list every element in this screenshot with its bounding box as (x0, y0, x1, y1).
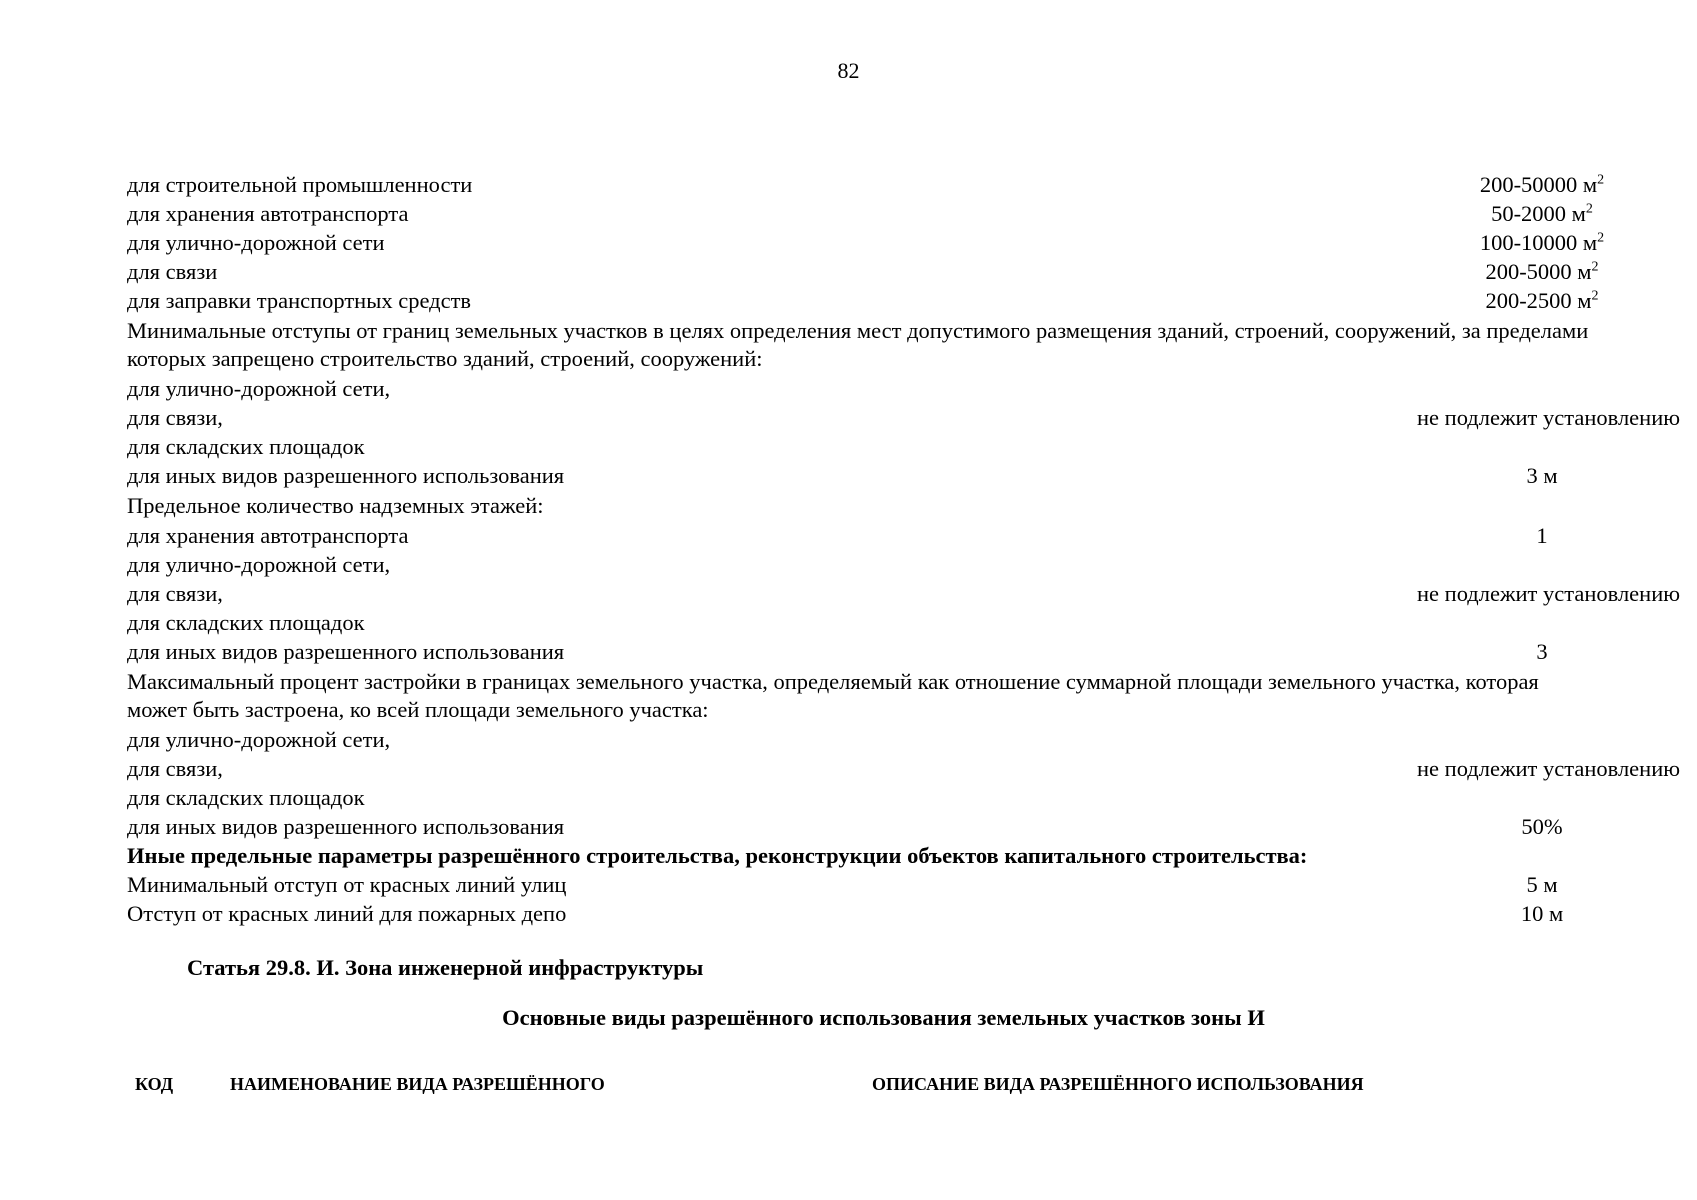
group-line: для складских площадок (127, 610, 365, 635)
other-param-row (127, 870, 1597, 899)
group-line: для складских площадок (127, 785, 365, 810)
setbacks-other-value: 3 м (1526, 463, 1558, 488)
setbacks-group-value: не подлежит установлению (1417, 405, 1681, 430)
floors-other-label: для иных видов разрешенного использования (127, 639, 565, 664)
table-header-name: НАИМЕНОВАНИЕ ВИДА РАЗРЕШЁННОГО (230, 1074, 605, 1094)
coverage-group-row (127, 725, 1681, 812)
setbacks-heading: Минимальные отступы от границ земельных участков в целях определения мест допустимого размещения зданий, строений, сооружений, за пределами которых запрещено строительство зданий, строений, сооружений: (127, 318, 1589, 371)
floors-group-value: не подлежит установлению (1417, 581, 1681, 606)
floors-parking-row (127, 521, 1597, 550)
plot-size-row (127, 228, 1605, 257)
floors-other-value: 3 (1536, 639, 1548, 664)
setbacks-other-label: для иных видов разрешенного использования (127, 463, 565, 488)
other-param-value: 5 м (1526, 872, 1558, 897)
floors-other-row (127, 637, 1597, 666)
coverage-other-value: 50% (1521, 814, 1563, 839)
plot-size-label: для хранения автотранспорта (127, 201, 409, 226)
page-number: 82 (837, 58, 860, 83)
setbacks-group-row (127, 374, 1681, 461)
table-header-description: ОПИСАНИЕ ВИДА РАЗРЕШЁННОГО ИСПОЛЬЗОВАНИЯ (872, 1074, 1364, 1094)
other-param-row (127, 899, 1597, 928)
article-title: Статья 29.8. И. Зона инженерной инфраструктуры (187, 955, 704, 980)
setbacks-other-row (127, 461, 1597, 490)
plot-size-value: 200-2500 $м^2$ (1485, 288, 1599, 313)
plot-size-value: 50-2000 $м^2$ (1491, 201, 1593, 226)
section-subheading: Основные виды разрешённого использования земельных участков зоны И (502, 1005, 1265, 1030)
plot-size-row (127, 170, 1605, 199)
floors-parking-label: для хранения автотранспорта (127, 523, 409, 548)
setbacks-group-labels (127, 374, 390, 461)
group-line: для связи, (127, 581, 223, 606)
group-line: для улично-дорожной сети, (127, 727, 391, 752)
group-line: для улично-дорожной сети, (127, 552, 391, 577)
other-param-label: Минимальный отступ от красных линий улиц (127, 872, 567, 897)
plot-size-label: для связи (127, 259, 218, 284)
coverage-heading: Максимальный процент застройки в границах земельного участка, определяемый как отношение суммарной площади земельного участка, которая может быть застроена, ко всей площади земельного участка: (127, 669, 1539, 722)
plot-size-label: для заправки транспортных средств (127, 288, 472, 313)
group-line: для улично-дорожной сети, (127, 376, 391, 401)
floors-group-labels (127, 550, 390, 637)
floors-heading: Предельное количество надземных этажей: (127, 493, 544, 518)
coverage-group-labels (127, 725, 390, 812)
plot-size-row (127, 257, 1597, 286)
other-param-value: 10 м (1520, 901, 1564, 926)
coverage-other-row (127, 812, 1597, 841)
group-line: для связи, (127, 756, 223, 781)
plot-size-list (127, 170, 1605, 315)
document-body (127, 170, 1681, 928)
coverage-other-label: для иных видов разрешенного использования (127, 814, 565, 839)
plot-size-value: 200-5000 $м^2$ (1485, 259, 1599, 284)
group-line: для складских площадок (127, 434, 365, 459)
floors-parking-value: 1 (1536, 523, 1548, 548)
other-param-label: Отступ от красных линий для пожарных депо (127, 901, 567, 926)
other-params-heading: Иные предельные параметры разрешённого строительства, реконструкции объектов капитального строительства: (127, 843, 1308, 868)
group-line: для связи, (127, 405, 223, 430)
floors-group-row (127, 550, 1681, 637)
plot-size-label: для строительной промышленности (127, 172, 473, 197)
plot-size-row (127, 199, 1597, 228)
plot-size-label: для улично-дорожной сети (127, 230, 385, 255)
plot-size-value: 100-10000 $м^2$ (1479, 230, 1605, 255)
coverage-group-value: не подлежит установлению (1417, 756, 1681, 781)
table-header-code: КОД (135, 1074, 174, 1094)
plot-size-value: 200-50000 $м^2$ (1479, 172, 1605, 197)
plot-size-row (127, 286, 1597, 315)
